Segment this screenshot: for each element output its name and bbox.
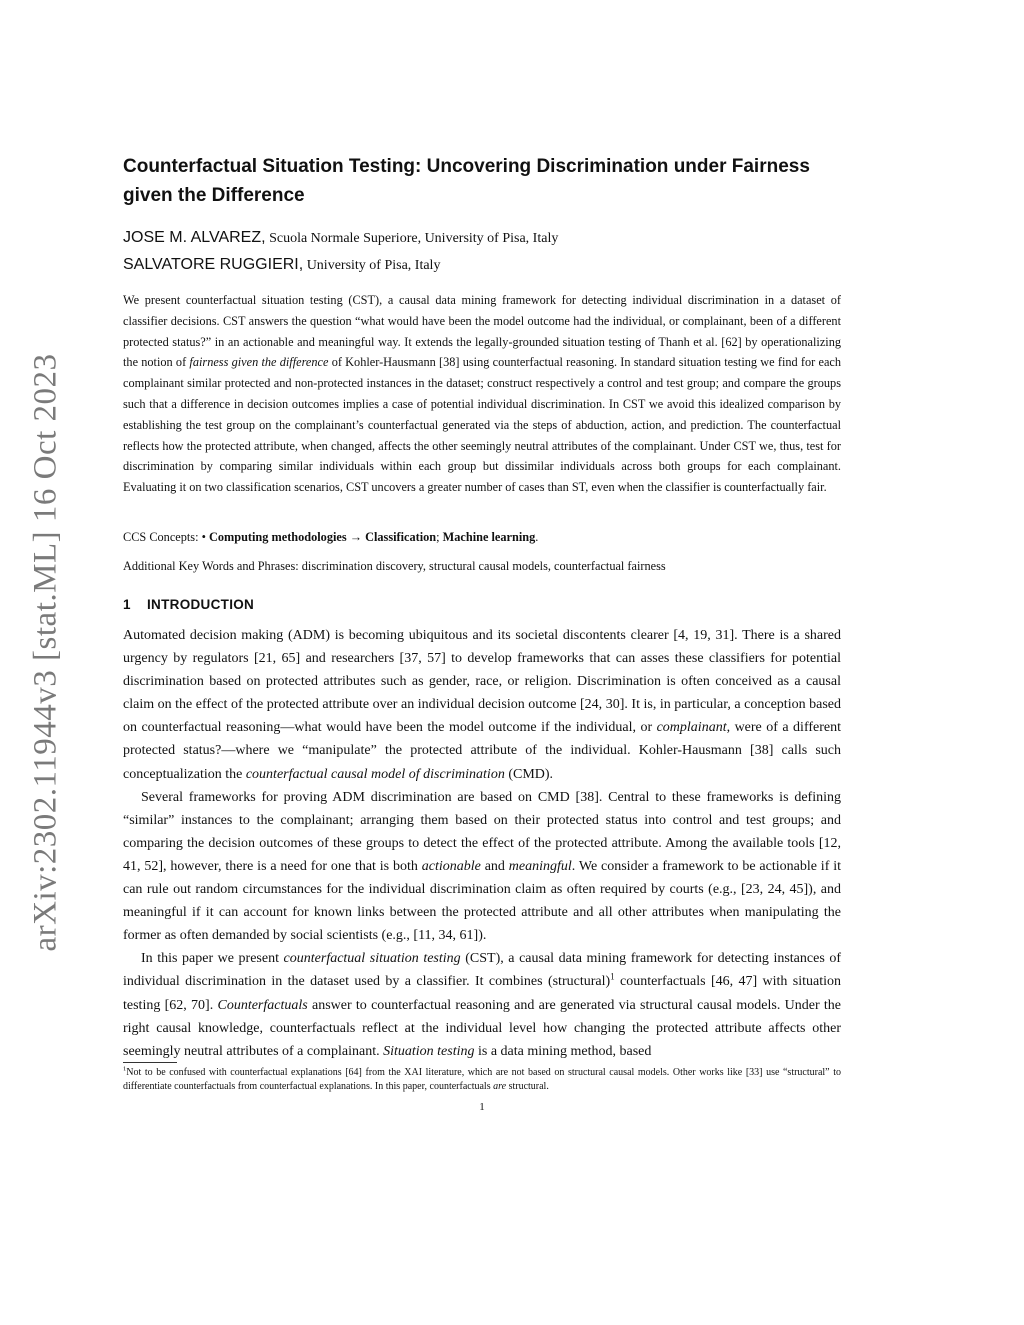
paragraph-text: . We consider a framework to be actionable if it can rule out random circumstances for the individual discrimination claim as often required by courts (e.g., [23, 24, 45]), and meaningful if it can account for known links between the protected attribute and all other attributes when manipulating the former as often demanded by social scientists (e.g., [11, 34, 61]). bbox=[123, 858, 841, 944]
page-number: 1 bbox=[479, 1101, 485, 1113]
author-2-name: SALVATORE RUGGIERI, bbox=[123, 256, 304, 273]
footnote bbox=[123, 1066, 841, 1093]
paragraph-text: Automated decision making (ADM) is becoming ubiquitous and its societal discontents clearer [4, 19, 31]. There is a shared urgency by regulators [21, 65] and researchers [37, 57] to develop frameworks that can asses these classifiers for potential discrimination based on protected attributes such as gender, race, or religion. Discrimination is often conceived as a causal claim on the effect of the protected attribute over an individual decision outcome [24, 30]. It is, in particular, a conception based on counterfactual reasoning—what would have been the model outcome if the individual, or bbox=[123, 628, 841, 736]
paragraph-3 bbox=[123, 947, 841, 1062]
paragraph-2 bbox=[123, 786, 841, 948]
paragraph-emphasis: counterfactual situation testing bbox=[283, 951, 461, 967]
paragraph-emphasis: complainant bbox=[656, 720, 727, 736]
paragraph-text: (CMD). bbox=[504, 766, 554, 782]
author-1-name: JOSE M. ALVAREZ, bbox=[123, 229, 266, 246]
author-2 bbox=[123, 256, 440, 274]
paragraph-emphasis: counterfactual causal model of discrimination bbox=[245, 766, 505, 782]
arxiv-identifier-text: arXiv:2302.11944v3 [stat.ML] 16 Oct 2023 bbox=[27, 352, 64, 952]
footnote-divider bbox=[123, 1062, 177, 1063]
ccs-concept: Classification bbox=[365, 530, 437, 544]
footnote-text: Not to be confused with counterfactual explanations [64] from the XAI literature, which are not based on structural causal models. Other works like [33] use “structural” to differentiate counterfactuals from counterfactual explanations. In this paper, counterfactuals bbox=[123, 1067, 841, 1092]
section-heading bbox=[123, 597, 254, 612]
paragraph-text: answer to counterfactual reasoning and are generated via structural causal models. Under the right causal knowledge, counterfactuals reflect at the individual level how changing the protected attribute affects other seemingly neutral attributes of a complainant. bbox=[123, 997, 841, 1059]
paragraph-text: In this paper we present bbox=[141, 951, 284, 967]
keywords-text: discrimination discovery, structural causal models, counterfactual fairness bbox=[301, 559, 666, 573]
paragraph-emphasis: meaningful bbox=[508, 858, 572, 874]
author-2-affiliation: University of Pisa, Italy bbox=[306, 258, 441, 273]
abstract bbox=[123, 290, 841, 498]
paragraph-text: and bbox=[480, 858, 509, 874]
ccs-arrow: → bbox=[349, 530, 363, 544]
paragraph-emphasis: Situation testing bbox=[383, 1043, 475, 1059]
ccs-end: . bbox=[535, 530, 539, 544]
ccs-separator: ; bbox=[436, 530, 440, 544]
paragraph-emphasis: Counterfactuals bbox=[217, 997, 308, 1013]
paper-title: Counterfactual Situation Testing: Uncovering Discrimination under Fairness given the Difference bbox=[123, 156, 810, 206]
ccs-concept: Computing methodologies bbox=[208, 530, 347, 544]
paragraph-text: Several frameworks for proving ADM discrimination are based on CMD [38]. Central to these frameworks is defining “similar” instances to the complainant; arranging them based on their protected status into control and test groups; and comparing the decision outcomes of these groups to detect the effect of the protected attribute. Among the available tools [12, 41, 52], however, there is a need for one that is both bbox=[123, 789, 841, 874]
ccs-concepts bbox=[123, 530, 841, 545]
ccs-concept: Machine learning bbox=[442, 530, 536, 544]
footnote-mark: 1 bbox=[123, 1065, 127, 1073]
author-1 bbox=[123, 229, 558, 247]
section-number: 1 bbox=[123, 597, 131, 612]
footnote-emphasis: are bbox=[493, 1080, 507, 1092]
footnote-marker[interactable]: 1 bbox=[610, 971, 615, 982]
keywords bbox=[123, 559, 841, 574]
paragraph-text: counterfactuals [46, 47] with situation testing [62, 70]. bbox=[123, 974, 841, 1013]
introduction-body bbox=[123, 624, 841, 1063]
abstract-emphasis: fairness given the difference bbox=[189, 355, 329, 370]
paragraph-text: (CST), a causal data mining framework for detecting instances of individual discrimination in the dataset used by a classifier. It combines (structural) bbox=[123, 951, 841, 990]
footnote-text: structural. bbox=[506, 1080, 549, 1092]
paragraph-emphasis: actionable bbox=[421, 858, 481, 874]
keywords-label: Additional Key Words and Phrases: bbox=[123, 559, 299, 573]
paragraph-1 bbox=[123, 624, 841, 786]
ccs-label: CCS Concepts: • bbox=[123, 530, 206, 544]
paragraph-text: is a data mining method, based bbox=[474, 1043, 652, 1059]
abstract-text: We present counterfactual situation testing (CST), a causal data mining framework for detecting individual discrimination in a dataset of classifier decisions. CST answers the question “what would have been the model outcome had the individual, or complainant, been of a different protected status?” in an actionable and meaningful way. It extends the legally-grounded situation testing of Thanh et al. [62] by operationalizing the notion of bbox=[123, 293, 841, 370]
author-1-affiliation: Scuola Normale Superiore, University of Pisa, Italy bbox=[269, 231, 559, 246]
arxiv-identifier bbox=[22, 350, 70, 954]
abstract-text: of Kohler-Hausmann [38] using counterfactual reasoning. In standard situation testing we find for each complainant similar protected and non-protected instances in the dataset; construct respectively a control and test group; and compare the groups such that a difference in decision outcomes implies a case of potential individual discrimination. In CST we avoid this idealized comparison by establishing the test group on the complainant’s counterfactual generated via the steps of abduction, action, and prediction. The counterfactual reflects how the protected attribute, when changed, affects the other seemingly neutral attributes of the complainant. Under CST we, thus, test for discrimination by comparing similar individuals within each group but dissimilar individuals across both groups for each complainant. Evaluating it on two classification scenarios, CST uncovers a greater number of cases than ST, even when the classifier is counterfactually fair. bbox=[123, 355, 842, 495]
section-title: INTRODUCTION bbox=[147, 597, 255, 612]
paragraph-text: , were of a different protected status?—where we “manipulate” the protected attribute of the individual. Kohler-Hausmann [38] calls such conceptualization the bbox=[123, 720, 841, 782]
